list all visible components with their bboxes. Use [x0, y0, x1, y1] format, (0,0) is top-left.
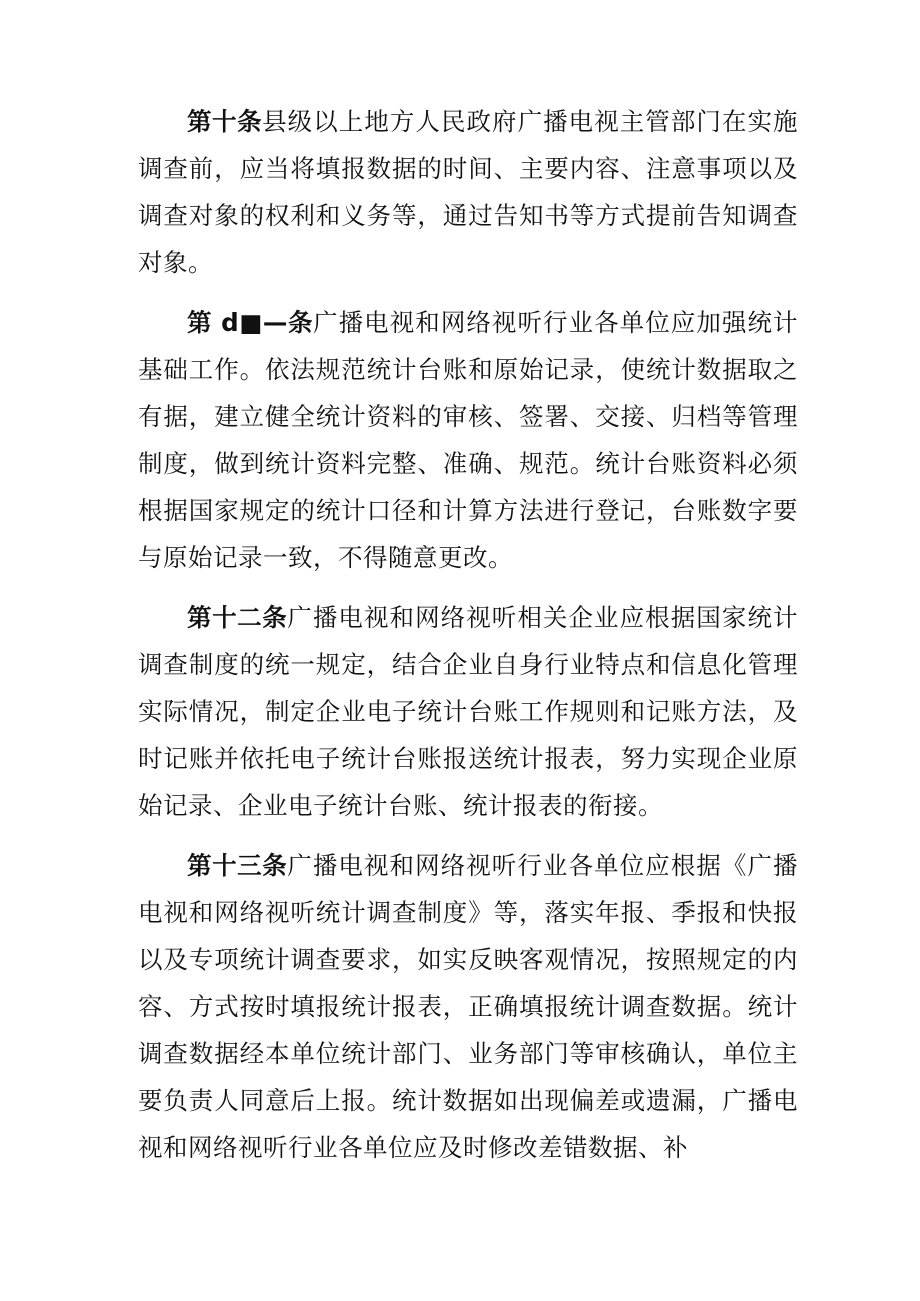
article-heading: 第十三条 [187, 851, 288, 880]
article-text: 广播电视和网络视听相关企业应根据国家统计调查制度的统一规定，结合企业自身行业特点和信息化管理实际情况，制定企业电子统计台账工作规则和记账方法，及时记账并依托电子统计台账报送统计报表，努力实现企业原始记录、企业电子统计台账、统计报表的衔接。 [138, 603, 799, 820]
article-10 [138, 98, 798, 286]
article-text: 县级以上地方人民政府广播电视主管部门在实施调查前，应当将填报数据的时间、主要内容、注意事项以及调查对象的权利和义务等，通过告知书等方式提前告知调查对象。 [138, 107, 799, 277]
document-body [138, 98, 798, 1184]
article-12 [138, 594, 798, 829]
article-heading: 第十二条 [187, 603, 288, 632]
article-text: 广播电视和网络视听行业各单位应根据《广播电视和网络视听统计调查制度》等，落实年报、季报和快报以及专项统计调查要求，如实反映客观情况，按照规定的内容、方式按时填报统计报表，正确填报统计调查数据。统计调查数据经本单位统计部门、业务部门等审核确认，单位主要负责人同意后上报。统计数据如出现偏差或遗漏，广播电视和网络视听行业各单位应及时修改差错数据、补 [138, 851, 799, 1162]
article-13 [138, 842, 798, 1171]
article-heading: 第十条 [187, 107, 263, 136]
article-heading: 第 d■—条 [187, 308, 314, 337]
article-11 [138, 299, 798, 581]
article-text: 广播电视和网络视听行业各单位应加强统计基础工作。依法规范统计台账和原始记录，使统计数据取之有据，建立健全统计资料的审核、签署、交接、归档等管理制度，做到统计资料完整、准确、规范。统计台账资料必须根据国家规定的统计口径和计算方法进行登记，台账数字要与原始记录一致，不得随意更改。 [138, 308, 799, 572]
